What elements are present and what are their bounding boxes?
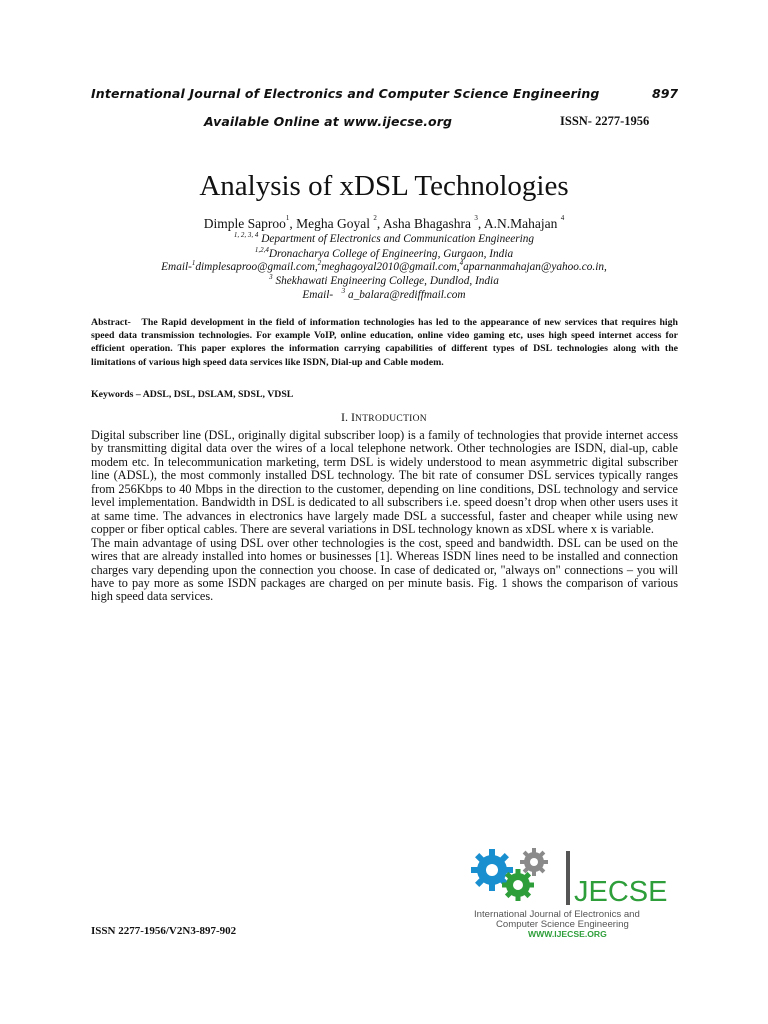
author-sup: 3 [474, 214, 478, 222]
email-address[interactable]: meghagoyal2010@gmail.com, [321, 261, 460, 273]
green-gear-icon [502, 869, 534, 901]
logo-line-2: Computer Science Engineering [496, 919, 629, 930]
paper-title: Analysis of xDSL Technologies [199, 170, 569, 202]
gray-gear-icon [520, 848, 548, 876]
author-name: Megha Goyal [296, 216, 370, 231]
department-text: Department of Electronics and Communication Engineering [261, 233, 535, 245]
paragraph: The main advantage of using DSL over other technologies is the cost, speed and bandwidth. DSL can be used on the wires that are already installed into homes or businesses [1]. Whereas ISDN lines need to be installed and connection charges vary depending upon the connection you choose. In case of dedicated or, "always on" connections – you will have to pay more as some ISDN packages are charged on per minute basis. Fig. 1 shows the comparison of various high speed data services. [91, 535, 678, 604]
affiliation-sup: 3 [269, 273, 273, 281]
author-list [0, 216, 768, 232]
journal-title: International Journal of Electronics and Computer Science Engineering [91, 86, 600, 101]
page-number: 897 [652, 86, 679, 101]
keywords: Keywords – ADSL, DSL, DSLAM, SDSL, VDSL [91, 389, 294, 400]
email-prefix: Email- [302, 289, 334, 301]
author-name: Dimple Saproo [203, 216, 286, 231]
section-title: NTRODUCTION [355, 414, 427, 424]
author-separator: , [376, 216, 383, 231]
available-online: Available Online at www.ijecse.org [204, 114, 453, 129]
introduction-body [91, 429, 678, 604]
logo-brand: JECSE [574, 876, 668, 908]
author-separator: , [289, 216, 297, 231]
author-sup: 4 [560, 214, 565, 222]
logo-line-1: International Journal of Electronics and [474, 909, 640, 920]
abstract [91, 316, 678, 369]
affiliation-sup: 1, 2, 3, 4 [233, 231, 259, 239]
section-heading [0, 410, 768, 425]
section-number: I. I [341, 410, 356, 424]
affiliation-college-1 [0, 248, 768, 260]
college-text: Dronacharya College of Engineering, Gurgaon, India [268, 248, 514, 260]
author-sup: 2 [373, 214, 377, 222]
email-address[interactable]: a_balara@rediffmail.com [347, 289, 466, 301]
email-address[interactable]: dimplesaproo@gmail.com, [195, 261, 318, 273]
email-line-1 [0, 261, 768, 273]
ijecse-logo [466, 845, 682, 941]
email-address[interactable]: aparnanmahajan@yahoo.co.in, [463, 261, 607, 273]
logo-url: WWW.IJECSE.ORG [528, 929, 607, 939]
author-name: A.N.Mahajan [483, 216, 558, 231]
issn-footer: ISSN 2277-1956/V2N3-897-902 [91, 925, 237, 937]
email-sup: 2 [317, 259, 322, 267]
author-sup: 1 [285, 214, 290, 222]
email-sup: 3 [341, 287, 346, 295]
issn-header: ISSN- 2277-1956 [560, 114, 650, 128]
logo-bar [566, 851, 570, 905]
author-name: Asha Bhagashra [382, 216, 471, 231]
affiliation-department [0, 233, 768, 245]
author-separator: , [477, 216, 484, 231]
email-sup: 1 [191, 259, 196, 267]
abstract-text: The Rapid development in the field of information technologies has led to the appearance of new services that requires high speed data transmission technologies. For example VoIP, online education, online video gaming etc, uses high speed internet access for efficient operation. This paper explores the information carrying capabilities of different types of DSL technologies along with the limitations of various high speed data services like ISDN, Dial-up and Cable modem. [91, 317, 678, 368]
paragraph: Digital subscriber line (DSL, originally digital subscriber loop) is a family of technologies that provide internet access by transmitting digital data over the wires of a local telephone network. Other technologies are ISDN, dial-up, cable modem etc. In telecommunication marketing, term DSL is widely understood to mean asymmetric digital subscriber line (ADSL), the most commonly installed DSL technology. The bit rate of consumer DSL services typically ranges from 256Kbps to 40 Mbps in the direction to the customer, depending on line conditions, DSL technology and service level implementation. Bandwidth in DSL is dedicated to all subscribers i.e. speed doesn’t drop when other users uses it at same time. The advances in electronics have largely made DSL a successful, faster and cheaper while using new copper or fiber optical cables. There are several variations in DSL technology known as xDSL where x is variable. [91, 428, 678, 537]
affiliation-sup: 1,2,4 [254, 246, 269, 254]
abstract-label: Abstract- [91, 317, 131, 328]
email-prefix: Email- [161, 261, 192, 273]
affiliation-college-2 [0, 275, 768, 287]
email-line-2 [0, 289, 768, 301]
college-text: Shekhawati Engineering College, Dundlod, India [275, 275, 499, 287]
email-sup: 4 [459, 259, 464, 267]
